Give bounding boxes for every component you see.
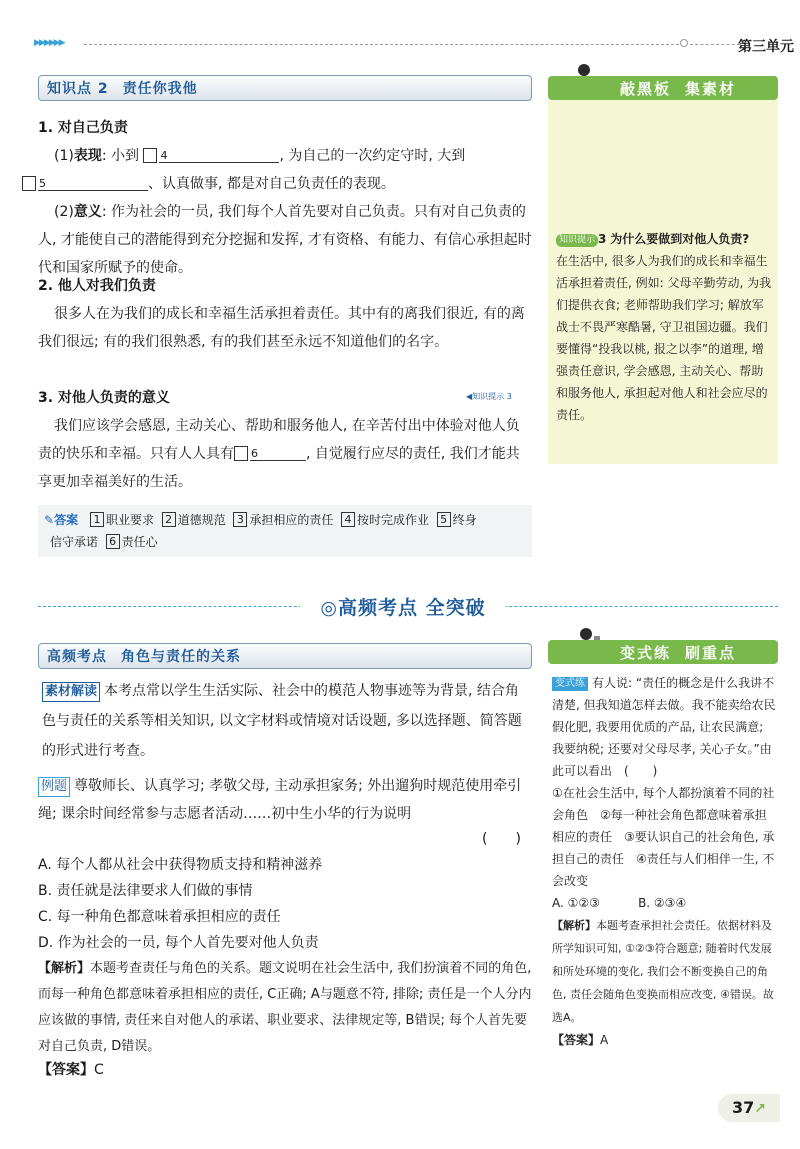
options-list bbox=[38, 852, 532, 956]
unit-title: 第三单元 bbox=[738, 39, 794, 55]
example-question: 例题 尊敬师长、认真学习; 孝敬父母, 主动承担家务; 外出遛狗时规范使用牵引绳; 课余时间经常参与志愿者活动……初中生小华的行为说明 bbox=[38, 778, 522, 822]
section-heading: 3. 对他人负责的意义 bbox=[38, 390, 170, 406]
fill-blank bbox=[38, 175, 148, 191]
tip-answer: 在生活中, 很多人为我们的成长和幸福生活承担着责任, 例如: 父母辛勤劳动, 为我们提供衣食; 老师帮助我们学习; 解放军战士不畏严寒酷暑, 守卫祖国边疆。我们要懂得“投我以桃, 报之以李”的道理, 增强责任意识, 学会感恩, 主动关心、帮助和服务他人, 承担起对他人和社会应尽的责任。 bbox=[556, 254, 772, 422]
answer-box bbox=[38, 505, 532, 557]
variant-exercise: 变式练 有人说: “责任的概念是什么我讲不清楚, 但我知道怎样去做。我不能卖给农民假化肥, 我要用优质的产品, 让农民满意; 我要纳税; 还要对父母尽孝, 关心子女。”由此可以看出 ( ) ①在社会生活中, 每个人都扮演着不同的社会角色 ②每一种社会角色都意味着承担相应的责任 ③要认识自己的社会角色, 承担自己的责任 ④责任与人们相伴一生, 不会改变 A. ①②③ B. ②③④ 【解析】本题考查承担社会责任。依据材料及所学知识可知, ①②③符合题意; 随着时代发展和所处环境的变化, 我们会不断变换自己的角色, 责任会随角色变换而相应改变, ④错误。故选A。 【答案】A bbox=[552, 676, 776, 1047]
knowledge-tip: 知识提示 3 为什么要做到对他人负责? 在生活中, 很多人为我们的成长和幸福生活承担着责任, 例如: 父母辛勤劳动, 为我们提供衣食; 老师帮助我们学习; 解放军战士不畏严寒酷暑, 守卫祖国边疆。我们要懂得“投我以桃, 报之以李”的道理, 增强责任意识, 学会感恩, 主动关心、帮助和服务他人, 承担起对他人和社会应尽的责任。 bbox=[556, 232, 772, 422]
runner-icon: ↗ bbox=[754, 1101, 766, 1117]
answer-list: 1 职业要求 2 道德规范 3 承担相应的责任 4 按时完成作业 5 终身 bbox=[90, 509, 526, 531]
hot-point-header: 高频考点 角色与责任的关系 bbox=[38, 643, 532, 669]
fill-blank bbox=[159, 147, 279, 163]
section-heading: 1. 对自己负责 bbox=[38, 120, 128, 136]
knowledge-point-header bbox=[38, 75, 532, 101]
dotted-rule bbox=[690, 44, 740, 45]
option-d: D. 作为社会的一员, 每个人首先要对他人负责 bbox=[38, 935, 319, 951]
answer-badge: ✎答案 bbox=[44, 513, 79, 527]
target-icon: ◎ bbox=[320, 597, 338, 619]
example-badge: 例题 bbox=[38, 777, 70, 797]
material-interpretation: 素材解读 本考点常以学生生活实际、社会中的模范人物事迹等为背景, 结合角色与责任的关系等相关知识, 以文字材料或情境对话设题, 多以选择题、简答题的形式进行考查。 bbox=[42, 683, 522, 759]
paragraph-meaning: (2)意义: 作为社会的一员, 我们每个人首先要对自己负责。只有对自己负责的人, 才能使自己的潜能得到充分挖掘和发挥, 才有资格、有能力、有信心承担起时代和国家所赋予的使命。 bbox=[38, 204, 532, 276]
arrow-decoration-icon: ▶▶▶▶▶▶ bbox=[34, 38, 64, 48]
tip-question: 为什么要做到对他人负责? bbox=[610, 232, 750, 246]
material-badge: 素材解读 bbox=[42, 682, 100, 702]
variant-badge: 变式练 bbox=[552, 677, 588, 691]
answer-list-line2: 信守承诺 6 责任心 bbox=[50, 535, 158, 549]
blank-number: 6 bbox=[234, 446, 248, 461]
option-a: A. 每个人都从社会中获得物质支持和精神滋养 bbox=[38, 857, 323, 873]
blank-number: 4 bbox=[143, 148, 157, 163]
section-heading: 2. 他人对我们负责 bbox=[38, 278, 156, 294]
answer-line: 【答案】C bbox=[38, 1062, 104, 1078]
option-b: B. 责任就是法律要求人们做的事情 bbox=[38, 883, 253, 899]
knowledge-point-label: 知识点 2 bbox=[47, 81, 109, 97]
answer-paren: ( ) bbox=[482, 831, 521, 847]
analysis: 【解析】本题考查责任与角色的关系。题文说明在社会生活中, 我们扮演着不同的角色, 而每一种角色都意味着承担相应的责任, C正确; A与题意不符, 排除; 责任是一个人分内应该做的事情, 责任来自对他人的承诺、职业要求、法律规定等, B错误; 每个人首先要对自己负责, D错误。 bbox=[38, 961, 532, 1054]
fill-blank bbox=[250, 445, 306, 461]
divider-title: ◎高频考点 全突破 bbox=[300, 594, 506, 622]
dotted-rule bbox=[84, 44, 679, 45]
side-panel-header: 敲黑板 集素材 bbox=[548, 76, 778, 100]
running-header bbox=[34, 36, 794, 56]
side-panel-header: 变式练 刷重点 bbox=[548, 640, 778, 664]
option-c: C. 每一种角色都意味着承担相应的责任 bbox=[38, 909, 281, 925]
paragraph-performance: (1)表现: 小到 4 , 为自己的一次约定守时, 大到 5 、认真做事, 都是对自己负责任的表现。 bbox=[38, 142, 532, 198]
knowledge-tip-link[interactable]: ◀知识提示 3 bbox=[466, 392, 512, 401]
circle-decoration-icon bbox=[680, 39, 688, 47]
tip-badge: 知识提示 bbox=[556, 234, 598, 247]
knowledge-point-title: 责任你我他 bbox=[122, 81, 198, 97]
paragraph-others: 很多人在为我们的成长和幸福生活承担着责任。其中有的离我们很近, 有的离我们很远; 有的我们很熟悉, 有的我们甚至永远不知道他们的名字。 bbox=[38, 306, 525, 350]
paragraph-significance: 我们应该学会感恩, 主动关心、帮助和服务他人, 在辛苦付出中体验对他人负责的快乐和幸福。只有人人具有 6 , 自觉履行应尽的责任, 我们才能共享更加幸福美好的生活。 bbox=[38, 418, 520, 490]
page-number: 37↗ bbox=[718, 1094, 780, 1122]
blank-number: 5 bbox=[22, 176, 36, 191]
